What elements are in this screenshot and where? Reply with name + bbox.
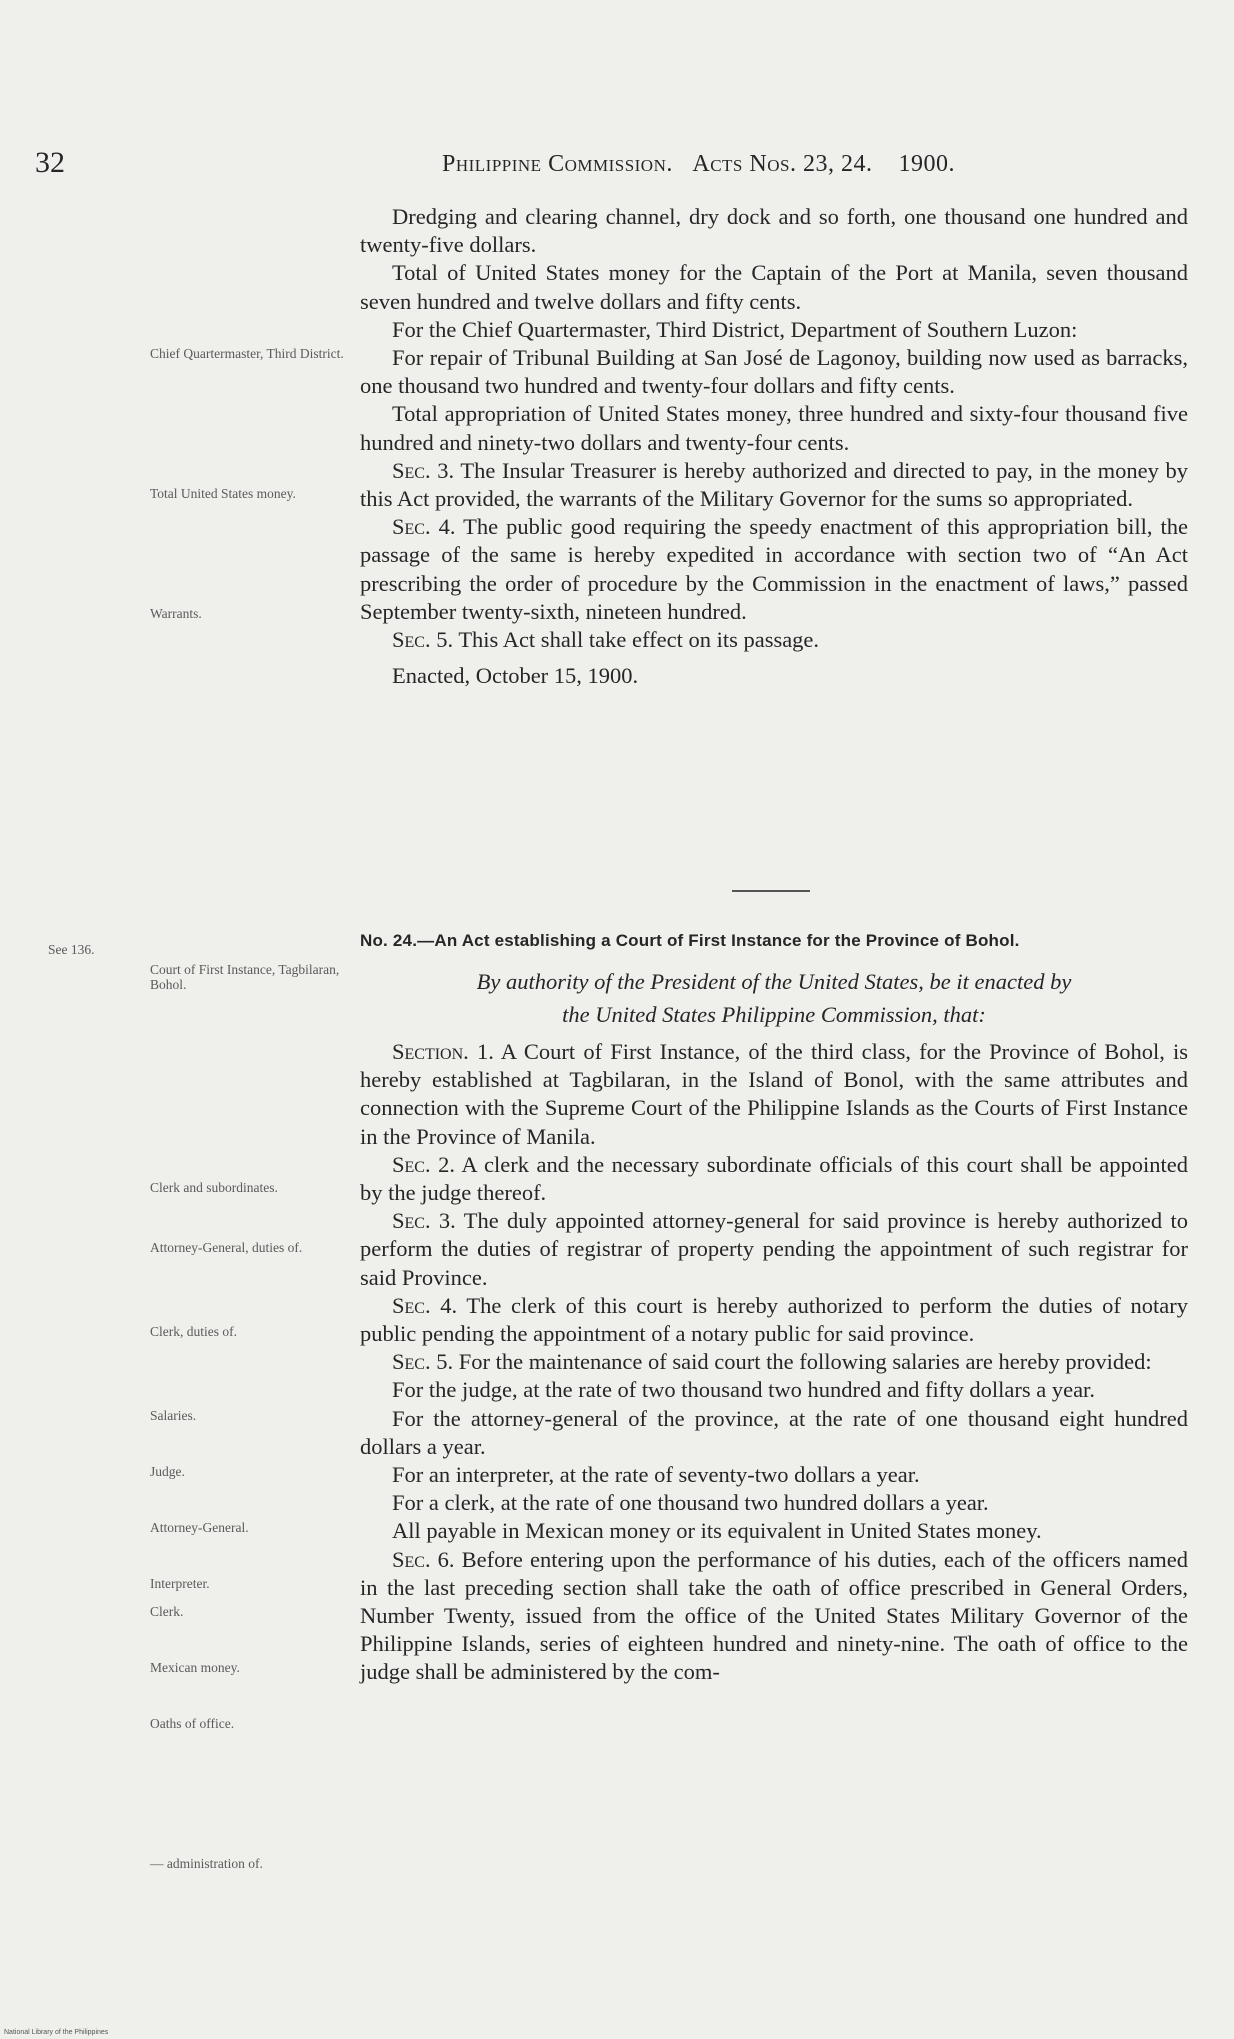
section-4: Sec. 4. The clerk of this court is hereby authorized to perform the duties of notary public pending the appointment of a notary public for said province.: [360, 1292, 1189, 1347]
margin-note: Clerk.: [150, 1604, 184, 1619]
margin-note: Oaths of office.: [150, 1716, 235, 1731]
margin-note: Judge.: [150, 1464, 185, 1479]
section-4: Sec. 4. The public good requiring the speedy enactment of this appropriation bill, the passage of the same is hereby expedited in accordance with section two of “An Act prescribing the order of procedure by the Commission in the enactment of laws,” passed September twenty-sixth, nineteen hundred.: [360, 514, 1188, 624]
paragraph: Total appropriation of United States money, three hundred and sixty-four thousand five hundred and ninety-two dollars and twenty-four cents.: [360, 401, 1188, 455]
margin-note: Chief Quartermaster, Third District.: [150, 346, 344, 361]
act24-body: [360, 1038, 1188, 1687]
running-head-acts: Acts Nos. 23, 24.: [692, 151, 873, 177]
section-6: Sec. 6. Before entering upon the performance of his duties, each of the officers named in the last preceding section shall take the oath of office prescribed in General Orders, Number Twenty, issued from the office of the United States Military Governor of the Philippine Islands, series of eighteen hundred and ninety-nine. The oath of office to the judge shall be administered by the com-: [360, 1546, 1189, 1685]
section-3: Sec. 3. The Insular Treasurer is hereby authorized and directed to pay, in the money by this Act provided, the warrants of the Military Governor for the sums so appropriated.: [360, 457, 1188, 512]
paragraph: Dredging and clearing channel, dry dock and so forth, one thousand one hundred and twenty-five dollars.: [360, 204, 1188, 258]
margin-note: Interpreter.: [150, 1576, 210, 1591]
section-1: Section. 1. A Court of First Instance, of the third class, for the Province of Bohol, is hereby established at Tagbilaran, in the Island of Bonol, with the same attributes and connection with the Supreme Court of the Philippine Islands as the Courts of First Instance in the Province of Manila.: [360, 1039, 1188, 1149]
margin-note: Clerk and subordinates.: [150, 1180, 278, 1195]
margin-note: Court of First Instance, Tagbilaran, Bohol.: [150, 962, 340, 992]
salary-clerk: For a clerk, at the rate of one thousand two hundred dollars a year.: [392, 1490, 989, 1516]
salary-judge: For the judge, at the rate of two thousand two hundred and fifty dollars a year.: [392, 1377, 1095, 1403]
page-number: 32: [35, 146, 65, 179]
section-5: Sec. 5. This Act shall take effect on its passage.: [392, 627, 820, 653]
act-title: No. 24.—An Act establishing a Court of First Instance for the Province of Bohol.: [360, 931, 1020, 950]
margin-note: Total United States money.: [150, 486, 296, 501]
preamble: By authority of the President of the United States, be it enacted by the United States Philippine Commission, that:: [476, 969, 1072, 1027]
margin-note: — administration of.: [150, 1856, 263, 1871]
scan-footer: National Library of the Philippines: [4, 2029, 109, 2036]
paragraph: For repair of Tribunal Building at San José de Lagonoy, building now used as barracks, one thousand two hundred and twenty-four dollars and fifty cents.: [360, 345, 1188, 399]
paragraph: For the Chief Quartermaster, Third District, Department of Southern Luzon:: [392, 316, 1078, 342]
enacted-date: Enacted, October 15, 1900.: [392, 663, 639, 689]
section-2: Sec. 2. A clerk and the necessary subordinate officials of this court shall be appointed by the judge thereof.: [360, 1151, 1188, 1206]
mexican-money: All payable in Mexican money or its equivalent in United States money.: [392, 1518, 1042, 1544]
running-head: [442, 151, 955, 178]
section-3: Sec. 3. The duly appointed attorney-general for said province is hereby authorized to perform the duties of registrar of property pending the appointment of such registrar for said Province.: [360, 1208, 1188, 1290]
margin-note: Mexican money.: [150, 1660, 240, 1675]
running-head-title: Philippine Commission.: [442, 151, 673, 177]
section-5: Sec. 5. For the maintenance of said court the following salaries are hereby provided:: [392, 1349, 1152, 1375]
margin-note: Salaries.: [150, 1408, 197, 1423]
salary-interpreter: For an interpreter, at the rate of seventy-two dollars a year.: [392, 1462, 920, 1488]
act23-body: [360, 203, 1188, 690]
margin-note: Attorney-General.: [150, 1520, 249, 1535]
margin-note: Warrants.: [150, 606, 202, 621]
margin-note: Attorney-General, duties of.: [150, 1240, 303, 1255]
cross-reference: See 136.: [48, 942, 95, 957]
salary-attorney: For the attorney-general of the province, at the rate of one thousand eight hundred dollars a year.: [360, 1405, 1188, 1459]
running-head-year: 1900.: [898, 151, 955, 177]
divider: [732, 890, 810, 892]
paragraph: Total of United States money for the Captain of the Port at Manila, seven thousand seven hundred and twelve dollars and fifty cents.: [360, 260, 1188, 314]
margin-note: Clerk, duties of.: [150, 1324, 237, 1339]
